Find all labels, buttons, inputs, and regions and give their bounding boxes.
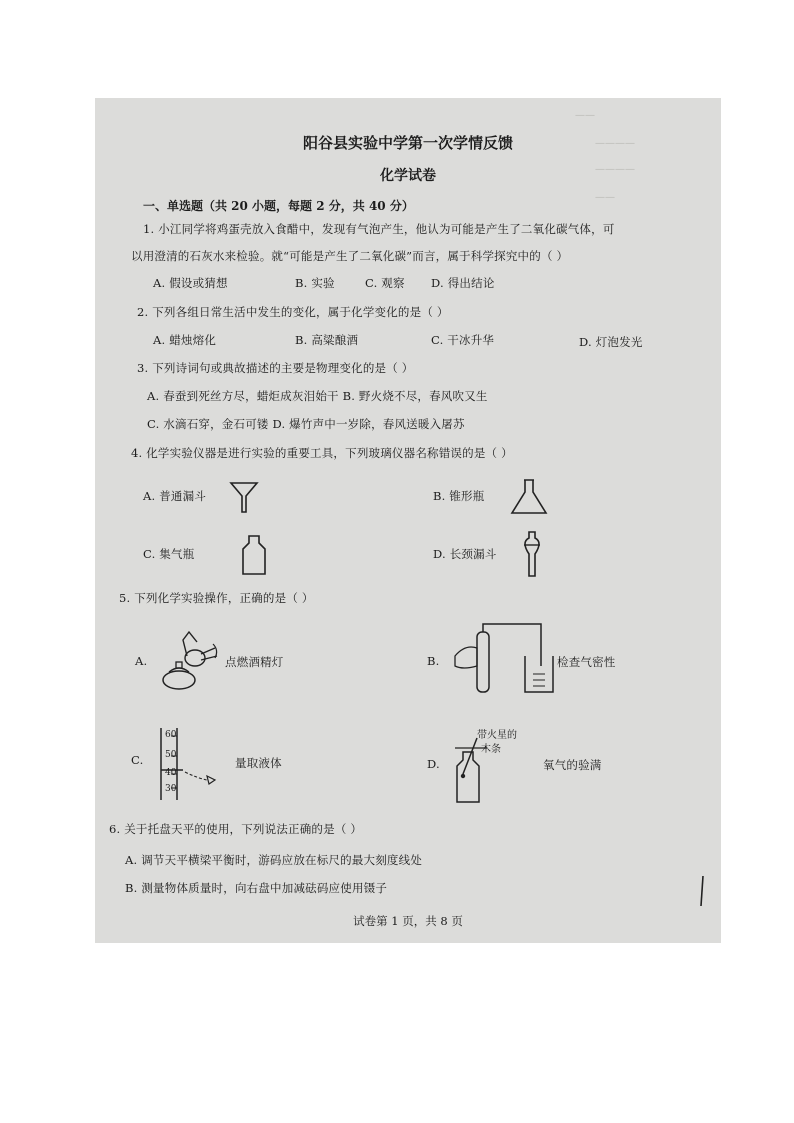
question-4-stem: 4. 化学实验仪器是进行实验的重要工具，下列玻璃仪器名称错误的是（ ） — [131, 446, 513, 460]
question-4-option-b: B. 锥形瓶 — [433, 489, 485, 503]
question-2-option-b: B. 高粱酿酒 — [295, 333, 359, 347]
page-footer: 试卷第 1 页，共 8 页 — [353, 914, 463, 928]
bleed-through-text: ———— — [595, 164, 635, 175]
long-neck-funnel-icon — [519, 530, 545, 578]
question-5-option-d-text: 氧气的验满 — [543, 758, 602, 772]
question-3-stem: 3. 下列诗词句或典故描述的主要是物理变化的是（ ） — [137, 361, 414, 375]
exam-sheet — [95, 98, 721, 943]
question-6-stem: 6. 关于托盘天平的使用，下列说法正确的是（ ） — [109, 822, 363, 836]
question-3-options-ab: A. 春蚕到死丝方尽，蜡炬成灰泪始干 B. 野火烧不尽，春风吹又生 — [147, 389, 488, 403]
question-6-option-b: B. 测量物体质量时，向右盘中加减砝码应使用镊子 — [125, 881, 388, 895]
alcohol-lamp-lighting-illustration — [157, 628, 225, 694]
airtightness-check-illustration — [449, 626, 549, 698]
question-2-option-d: D. 灯泡发光 — [579, 335, 643, 349]
question-1-line-2: 以用澄清的石灰水来检验。就“可能是产生了二氧化碳”而言，属于科学探究中的（ ） — [131, 249, 569, 263]
question-5-option-a-letter: A. — [135, 654, 148, 668]
question-5-option-b-text: 检查气密性 — [557, 655, 616, 669]
question-4-option-a: A. 普通漏斗 — [143, 489, 207, 503]
cylinder-tick-40: 40 — [165, 768, 177, 778]
question-1-option-c: C. 观察 — [365, 276, 405, 290]
question-1-option-b: B. 实验 — [295, 276, 335, 290]
question-5-option-b-letter: B. — [427, 654, 440, 668]
question-2-option-c: C. 干冰升华 — [431, 333, 495, 347]
question-1-option-a: A. 假设或猜想 — [153, 276, 228, 290]
funnel-icon — [229, 480, 259, 514]
cylinder-tick-50: 50 — [165, 750, 177, 760]
question-5-option-a-text: 点燃酒精灯 — [225, 655, 284, 669]
question-5-option-d-letter: D. — [427, 757, 440, 771]
bleed-through-text: —— — [575, 110, 595, 121]
question-3-options-cd: C. 水滴石穿，金石可镂 D. 爆竹声中一岁除，春风送暖入屠苏 — [147, 417, 465, 431]
question-5-option-c-letter: C. — [131, 753, 144, 767]
exam-title: 阳谷县实验中学第一次学情反馈 — [302, 134, 513, 152]
splint-label-line-1: 带火星的 — [477, 730, 517, 741]
question-5-option-c-text: 量取液体 — [235, 756, 282, 770]
conical-flask-icon — [509, 478, 549, 516]
pen-stroke-mark — [697, 874, 707, 908]
question-4-option-d: D. 长颈漏斗 — [433, 547, 497, 561]
exam-subtitle: 化学试卷 — [380, 168, 436, 184]
question-1-line-1: 1. 小江同学将鸡蛋壳放入食醋中，发现有气泡产生，他认为可能是产生了二氧化碳气体，可 — [143, 222, 615, 236]
question-6-option-a: A. 调节天平横梁平衡时，游码应放在标尺的最大刻度线处 — [125, 853, 423, 867]
question-2-option-a: A. 蜡烛熔化 — [153, 333, 217, 347]
cylinder-tick-30: 30 — [165, 784, 177, 794]
bleed-through-text: ———— — [595, 138, 635, 149]
question-4-option-c: C. 集气瓶 — [143, 547, 195, 561]
bleed-through-text: —— — [595, 192, 615, 203]
question-5-stem: 5. 下列化学实验操作，正确的是（ ） — [119, 591, 314, 605]
question-2-stem: 2. 下列各组日常生活中发生的变化，属于化学变化的是（ ） — [137, 305, 449, 319]
splint-label-line-2: 木条 — [481, 744, 501, 755]
gas-collecting-bottle-icon — [241, 534, 267, 576]
section-heading: 一、单选题（共 20 小题，每题 2 分，共 40 分） — [143, 199, 414, 213]
cylinder-tick-60: 60 — [165, 730, 177, 740]
question-1-option-d: D. 得出结论 — [431, 276, 495, 290]
